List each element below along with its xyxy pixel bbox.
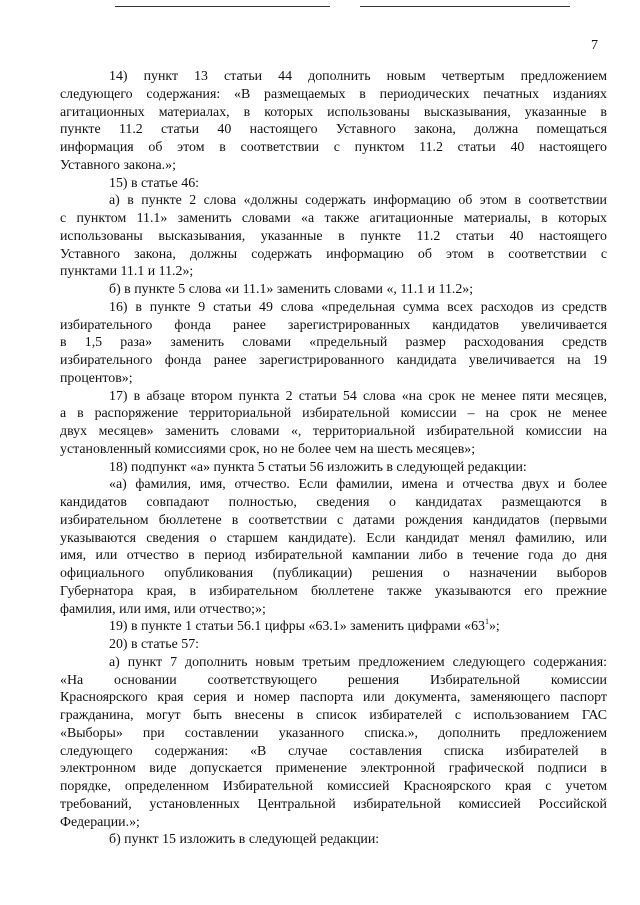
paragraph-line: фамилия, или имя, или отчество;»; <box>60 601 266 617</box>
paragraph-line: избирательном бюллетене в соответствии с датами рождения кандидатов (первыми <box>60 512 607 528</box>
paragraph-line: 17) в абзаце втором пункта 2 статьи 54 слова «на срок не менее пяти месяцев, <box>109 388 607 404</box>
paragraph-line: б) пункт 15 изложить в следующей редакции: <box>109 832 380 848</box>
paragraph-line: следующего содержания: «В случае составления списка избирателей в <box>60 743 607 759</box>
paragraph-line: а) в пункте 2 слова «должны содержать информацию об этом в соответствии <box>109 193 607 209</box>
paragraph-p18a <box>60 476 607 618</box>
paragraph-p18 <box>60 459 607 477</box>
paragraph-line: указываются сведения о старшем кандидате). Если кандидат менял фамилию, или <box>60 530 607 546</box>
page-number: 7 <box>591 38 598 53</box>
paragraph-line: процентов»; <box>60 370 133 386</box>
paragraph-p17 <box>60 388 607 459</box>
paragraph-line: а в распоряжение территориальной избирательной комиссии – на срок не менее <box>60 406 607 422</box>
paragraph-line: двух месяцев» заменить словами «, территориальной избирательной комиссии на <box>60 424 607 439</box>
paragraph-p19 <box>60 618 607 636</box>
paragraph-line: требований, установленных Центральной избирательной комиссией Российской <box>60 796 607 812</box>
paragraph-line: гражданина, могут быть внесены в список избирателей с использованием ГАС <box>60 708 607 723</box>
paragraph-line: Уставного закона.»; <box>60 157 176 173</box>
paragraph-line: Губернатора края, в избирательном бюллетене также указываются его прежние <box>60 583 607 599</box>
superscript: 1 <box>484 617 489 627</box>
paragraph-line: с пунктом 11.1» заменить словами «а также агитационные материалы, в которых <box>60 211 607 226</box>
top-rule-left <box>115 6 330 7</box>
paragraph-p15a <box>60 192 607 281</box>
paragraph-p15b <box>60 281 607 299</box>
paragraph-line: 14) пункт 13 статьи 44 дополнить новым четвертым предложением <box>109 69 607 84</box>
paragraph-p20 <box>60 636 607 654</box>
paragraph-line: «Выборы» при составлении указанного списка.», дополнить предложением <box>60 725 607 741</box>
document-body <box>60 68 607 849</box>
paragraph-p20b <box>60 831 607 849</box>
paragraph-line: «На основании соответствующего решения Избирательной комиссии <box>60 672 607 688</box>
paragraph-line: агитационных материалах, в которых использованы высказывания, указанные в <box>60 104 607 120</box>
paragraph-line: установленный комиссиями срок, но не более чем на шесть месяцев»; <box>60 441 476 457</box>
paragraph-p15 <box>60 175 607 193</box>
paragraph-line: 15) в статье 46: <box>109 175 200 191</box>
paragraph-line: а) пункт 7 дополнить новым третьим предложением следующего содержания: <box>109 654 607 670</box>
paragraph-line: 18) подпункт «а» пункта 5 статьи 56 изложить в следующей редакции: <box>109 459 527 475</box>
paragraph-line: избирательного фонда ранее зарегистрированных кандидатов увеличивается <box>60 317 607 333</box>
paragraph-line: электронном виде допускается применение электронной графической подписи в <box>60 761 607 777</box>
paragraph-line: Красноярского края серия и номер паспорта или документа, заменяющего паспорт <box>60 690 607 706</box>
paragraph-p16 <box>60 299 607 388</box>
paragraph-line: пункте 11.2 статьи 40 настоящего Уставного закона, должна помещаться <box>60 122 607 138</box>
paragraph-line: пунктами 11.1 и 11.2»; <box>60 264 194 280</box>
paragraph-line: имя, или отчество в период избирательной кампании либо в течение года до дня <box>60 548 607 564</box>
paragraph-line: порядке, определенном Избирательной комиссией Красноярского края с учетом <box>60 779 607 794</box>
paragraph-line: избирательного фонда ранее зарегистрированного кандидата увеличивается на 19 <box>60 353 607 368</box>
paragraph-line: информация об этом в соответствии с пунктом 11.2 статьи 40 настоящего <box>60 140 607 155</box>
paragraph-line: «а) фамилия, имя, отчество. Если фамилии, имена и отчества двух и более <box>109 477 607 493</box>
paragraph-text-tail: »; <box>488 619 500 635</box>
paragraph-line: 20) в статье 57: <box>109 637 200 652</box>
paragraph-line: 16) в пункте 9 статьи 49 слова «предельная сумма всех расходов из средств <box>109 299 607 315</box>
paragraph-line: Федерации.»; <box>60 814 140 830</box>
paragraph-line: Уставного закона, должны содержать информацию об этом в соответствии с <box>60 246 607 262</box>
paragraph-line: кандидатов совпадают полностью, сведения о кандидатах размещаются в <box>60 495 607 510</box>
paragraph-line: следующего содержания: «В размещаемых в периодических печатных изданиях <box>60 86 607 102</box>
top-rule-right <box>360 6 570 7</box>
paragraph-line: б) в пункте 5 слова «и 11.1» заменить словами «, 11.1 и 11.2»; <box>109 282 474 297</box>
paragraph-text: 19) в пункте 1 статьи 56.1 цифры «63.1» заменить цифрами «63 <box>109 619 485 635</box>
paragraph-p14 <box>60 68 607 175</box>
paragraph-p20a <box>60 654 607 832</box>
paragraph-line: использованы высказывания, указанные в пункте 11.2 статьи 40 настоящего <box>60 228 607 244</box>
paragraph-line: официального опубликования (публикации) решения о назначении выборов <box>60 566 607 581</box>
paragraph-line: в 1,5 раза» заменить словами «предельный размер расходования средств <box>60 335 607 351</box>
